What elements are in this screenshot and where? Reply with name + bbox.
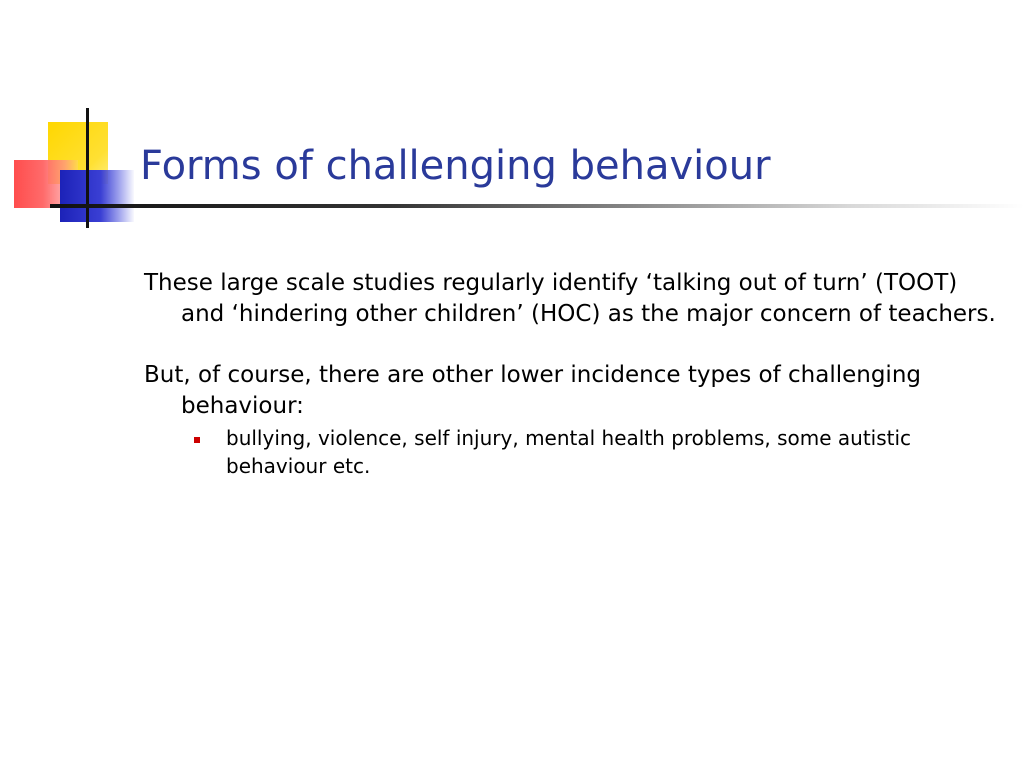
square-bullet-icon [194,437,200,443]
slide-body [144,268,1004,480]
sub-bullet-list [144,424,1004,480]
blue-square-decoration [60,170,134,222]
sub-bullet-text: bullying, violence, self injury, mental health problems, some autistic behaviour etc. [226,426,912,478]
title-underline-rule [50,204,1024,208]
paragraph-lower-incidence: But, of course, there are other lower incidence types of challenging behaviour: [144,362,922,419]
slide-title: Forms of challenging behaviour [140,143,771,189]
vertical-line-decoration [86,108,89,228]
list-item [226,424,1004,480]
paragraph-toot-hoc: These large scale studies regularly identify ‘talking out of turn’ (TOOT) and ‘hindering other children’ (HOC) as the major concern of teachers. [144,270,996,327]
